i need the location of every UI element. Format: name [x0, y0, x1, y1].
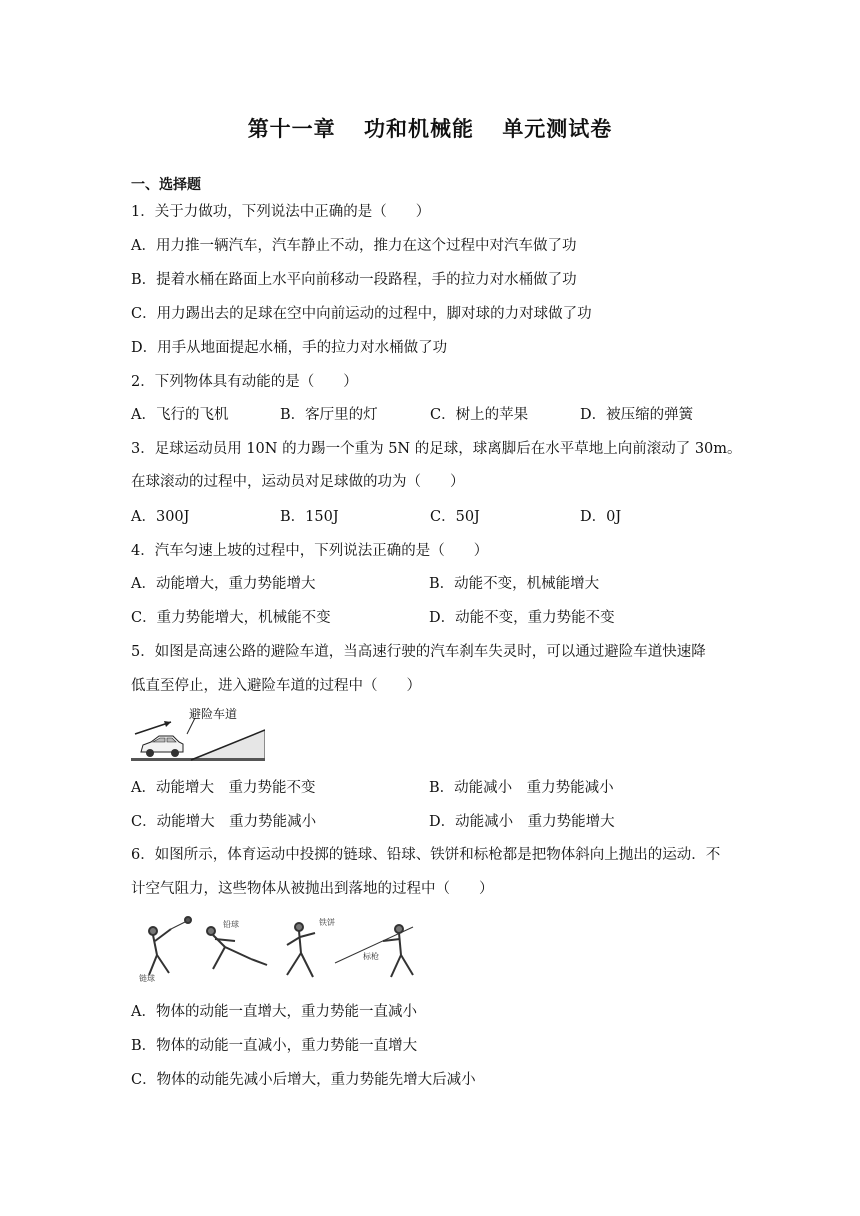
figure-label-hammer: 链球 [139, 974, 155, 983]
title-topic: 功和机械能 [364, 117, 474, 141]
q6-stem-line1: 6．如图所示，体育运动中投掷的链球、铅球、铁饼和标枪都是把物体斜向上抛出的运动．不 [131, 847, 721, 863]
road-ground [131, 758, 265, 761]
q5-option-b: B．动能减小 重力势能减小 [429, 780, 614, 796]
figure-label-shot: 铅球 [223, 920, 239, 929]
q3-stem-line1: 3．足球运动员用 10N 的力踢一个重为 5N 的足球，球离脚后在水平草地上向前滚动了 30m。 [131, 441, 742, 457]
q3-option-c: C．50J [430, 509, 480, 525]
q2-option-a: A．飞行的飞机 [131, 407, 229, 423]
shot-putter-icon [207, 927, 267, 969]
figure-label-javelin: 标枪 [363, 952, 379, 961]
title-type: 单元测试卷 [502, 117, 613, 141]
discus-thrower-icon [287, 923, 315, 977]
q4-option-b: B．动能不变，机械能增大 [429, 576, 600, 592]
javelin-thrower-icon [335, 925, 413, 977]
q2-option-c: C．树上的苹果 [430, 407, 529, 423]
q3-option-a: A．300J [131, 509, 190, 525]
figure-label-discus: 铁饼 [319, 918, 335, 927]
q1-option-d: D．用手从地面提起水桶，手的拉力对水桶做了功 [131, 340, 448, 356]
q1-stem: 1．关于力做功，下列说法中正确的是（ ） [131, 204, 431, 220]
q6-option-c: C．物体的动能先减小后增大，重力势能先增大后减小 [131, 1072, 476, 1088]
q2-option-d: D．被压缩的弹簧 [580, 407, 694, 423]
q5-option-c: C．动能增大 重力势能减小 [131, 814, 317, 830]
q5-stem-line1: 5．如图是高速公路的避险车道，当高速行驶的汽车刹车失灵时，可以通过避险车道快速降 [131, 644, 706, 660]
section-heading: 一、选择题 [131, 177, 201, 193]
car-icon [141, 736, 183, 757]
q2-stem: 2．下列物体具有动能的是（ ） [131, 374, 358, 390]
q4-option-d: D．动能不变，重力势能不变 [429, 610, 615, 626]
figure-label-escape-lane: 避险车道 [189, 707, 238, 721]
hammer-thrower-icon [149, 917, 191, 975]
arrow-icon [135, 721, 171, 734]
q6-option-a: A．物体的动能一直增大，重力势能一直减小 [131, 1004, 417, 1020]
q3-option-b: B．150J [280, 509, 339, 525]
q3-stem-line2: 在球滚动的过程中，运动员对足球做的功为（ ） [131, 474, 465, 490]
q1-option-b: B．提着水桶在路面上水平向前移动一段路程，手的拉力对水桶做了功 [131, 272, 577, 288]
q1-option-c: C．用力踢出去的足球在空中向前运动的过程中，脚对球的力对球做了功 [131, 306, 592, 322]
q5-stem-line2: 低直至停止，进入避险车道的过程中（ ） [131, 678, 421, 694]
q6-stem-line2: 计空气阻力，这些物体从被抛出到落地的过程中（ ） [131, 881, 494, 897]
q6-option-b: B．物体的动能一直减小，重力势能一直增大 [131, 1038, 418, 1054]
throwing-sports-figure [131, 913, 425, 985]
q5-option-d: D．动能减小 重力势能增大 [429, 814, 615, 830]
page-title [0, 113, 860, 143]
q2-option-b: B．客厅里的灯 [280, 407, 378, 423]
q4-option-a: A．动能增大，重力势能增大 [131, 576, 316, 592]
q1-option-a: A．用力推一辆汽车，汽车静止不动，推力在这个过程中对汽车做了功 [131, 238, 577, 254]
q4-stem: 4．汽车匀速上坡的过程中，下列说法正确的是（ ） [131, 543, 489, 559]
title-chapter: 第十一章 [247, 117, 336, 141]
escape-lane-figure [131, 704, 265, 762]
q4-option-c: C．重力势能增大，机械能不变 [131, 610, 331, 626]
q3-option-d: D．0J [580, 509, 622, 525]
q5-option-a: A．动能增大 重力势能不变 [131, 780, 316, 796]
